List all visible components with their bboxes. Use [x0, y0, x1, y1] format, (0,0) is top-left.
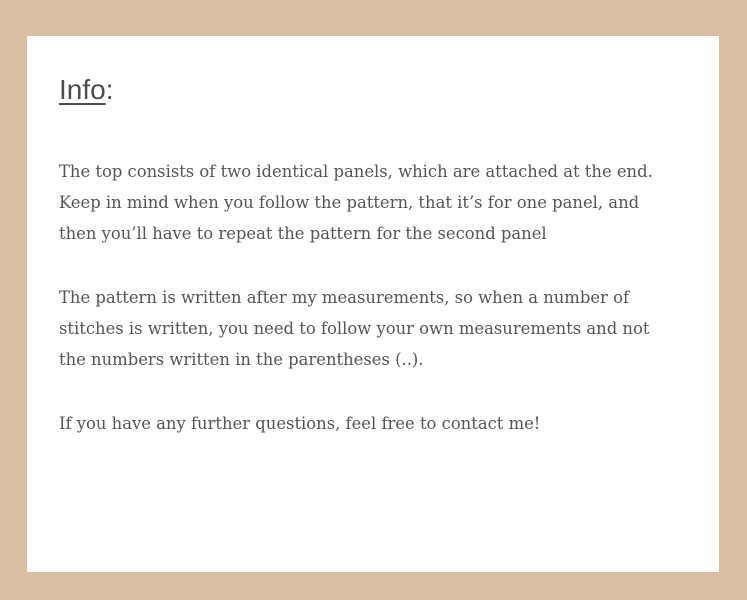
paragraph-panels: The top consists of two identical panels, which are attached at the end. Keep in mind when you follow the pattern, that it’s for one panel, and then you’ll have to repeat the pattern for the second panel: [59, 162, 653, 243]
info-card: [27, 36, 719, 572]
info-heading-word: Info: [59, 74, 106, 105]
info-heading: [59, 72, 113, 108]
info-heading-colon: :: [105, 74, 114, 105]
paragraph-measurements: The pattern is written after my measurements, so when a number of stitches is written, you need to follow your own measurements and not the numbers written in the parentheses (..).: [59, 288, 650, 369]
paragraph-contact: If you have any further questions, feel free to contact me!: [59, 414, 541, 433]
